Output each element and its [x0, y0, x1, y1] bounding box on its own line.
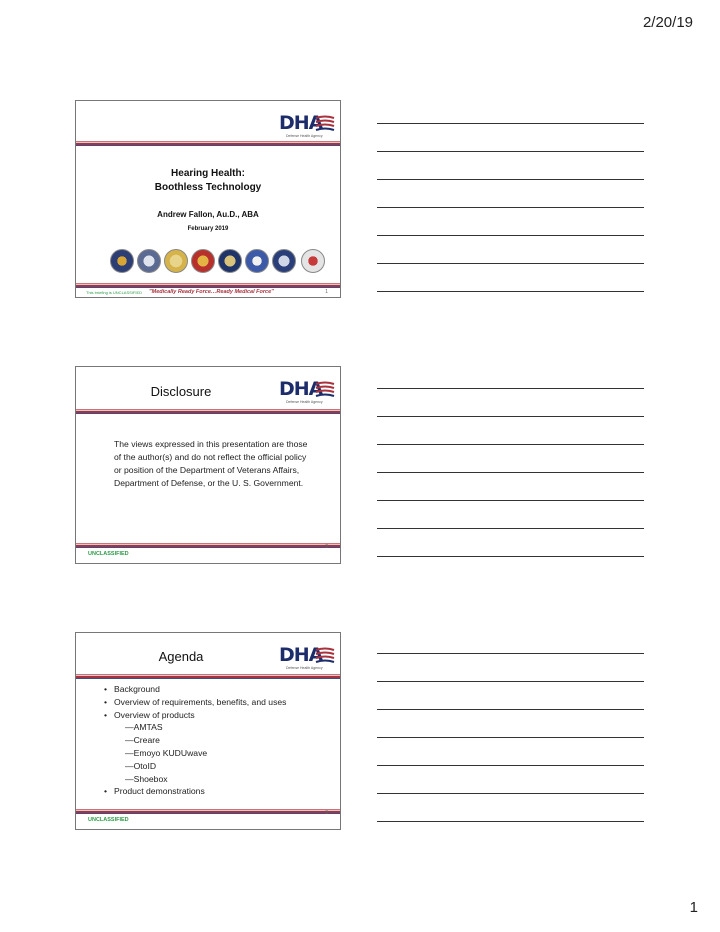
list-item: • Overview of products: [104, 709, 286, 722]
flag-icon: [314, 647, 336, 664]
note-line: [377, 709, 644, 710]
page-number: 1: [689, 899, 698, 916]
page-date: 2/20/19: [642, 14, 693, 31]
slide-3: [75, 632, 341, 830]
coastguard-seal-icon: [272, 249, 296, 273]
list-item: • Background: [104, 683, 286, 696]
note-line: [377, 793, 644, 794]
navy-seal-icon: [218, 249, 242, 273]
note-line: [377, 123, 644, 124]
footer-stripe: [76, 543, 340, 548]
marines-seal-icon: [191, 249, 215, 273]
footer-stripe: [76, 809, 340, 814]
slide-title-line2: Boothless Technology: [154, 182, 262, 193]
dha-logo: [279, 646, 334, 674]
note-line: [377, 416, 644, 417]
note-line: [377, 653, 644, 654]
logo-text: DHA: [279, 644, 323, 666]
list-subitem: — Creare: [104, 734, 286, 747]
author: Andrew Fallon, Au.D., ABA: [157, 210, 259, 219]
slide-number: 3: [325, 810, 328, 816]
list-subitem: — Emoyo KUDUwave: [104, 747, 286, 760]
list-subitem: — Shoebox: [104, 773, 286, 786]
logo-text: DHA: [279, 112, 323, 134]
slide-title: Agenda: [158, 649, 204, 664]
list-subitem: — AMTAS: [104, 721, 286, 734]
note-line: [377, 444, 644, 445]
dod-seal-icon: [110, 249, 134, 273]
note-line: [377, 556, 644, 557]
flag-icon: [314, 115, 336, 132]
logo-subtitle: Defense Health Agency: [286, 666, 323, 670]
note-line: [377, 207, 644, 208]
note-line: [377, 151, 644, 152]
note-line: [377, 500, 644, 501]
footer-classification: UNCLASSIFIED: [88, 551, 129, 557]
note-line: [377, 472, 644, 473]
footer-stripe: [76, 283, 340, 288]
note-line: [377, 291, 644, 292]
note-line: [377, 388, 644, 389]
service-seals: [110, 249, 314, 277]
list-item: • Product demonstrations: [104, 785, 286, 798]
slide-2: [75, 366, 341, 564]
note-line: [377, 263, 644, 264]
logo-subtitle: Defense Health Agency: [286, 134, 323, 138]
slide-title-line1: Hearing Health:: [171, 168, 245, 179]
logo-subtitle: Defense Health Agency: [286, 400, 323, 404]
list-subitem: — OtoID: [104, 760, 286, 773]
disclosure-text: The views expressed in this presentation are those of the author(s) and do not reflect the official policy or position of the Department of Veterans Affairs, Department of Defense, or the U. S. Government.: [114, 439, 308, 488]
note-line: [377, 179, 644, 180]
note-line: [377, 765, 644, 766]
seal-2-icon: [137, 249, 161, 273]
flag-icon: [314, 381, 336, 398]
note-line: [377, 235, 644, 236]
agenda-list: [104, 683, 286, 798]
presentation-date: February 2019: [187, 226, 229, 232]
logo-text: DHA: [279, 378, 323, 400]
header-stripe: [76, 141, 340, 146]
footer-classification: UNCLASSIFIED: [88, 817, 129, 823]
airforce-seal-icon: [245, 249, 269, 273]
note-line: [377, 528, 644, 529]
dha-logo: [279, 380, 334, 408]
slide-title: Disclosure: [150, 384, 212, 399]
army-seal-icon: [164, 249, 188, 273]
slide-number: 1: [325, 289, 328, 295]
header-stripe: [76, 674, 340, 679]
list-item: • Overview of requirements, benefits, and uses: [104, 696, 286, 709]
seal-8-icon: [301, 249, 325, 273]
slide-number: 2: [325, 544, 328, 550]
note-line: [377, 821, 644, 822]
note-line: [377, 737, 644, 738]
slide-1: [75, 100, 341, 298]
footer-tagline: "Medically Ready Force…Ready Medical Force": [149, 289, 274, 295]
header-stripe: [76, 409, 340, 414]
footer-classification: This briefing is UNCLASSIFIED: [86, 290, 143, 295]
note-line: [377, 681, 644, 682]
dha-logo: [279, 114, 334, 142]
